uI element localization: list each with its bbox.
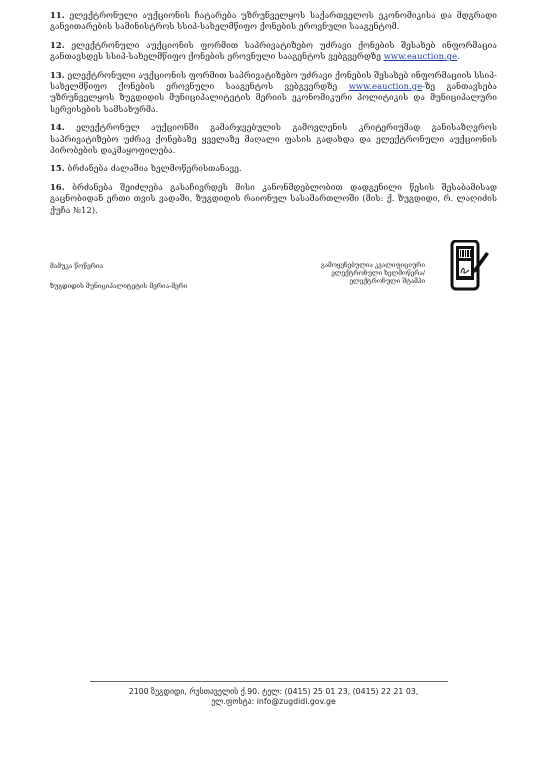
footer-divider <box>90 681 448 682</box>
stamp-line: გამოყენებულია კვალიფიციური <box>320 262 425 269</box>
paragraph-text: ელექტრონული აუქციონის ფორმით საპრივატიზებო უძრავი ქონების შესახებ ინფორმაციის სსიპ-სახელმწიფო ქონების ეროვნული სააგენტოს ვებგვერდზე <box>50 69 497 92</box>
paragraph-11 <box>50 10 497 33</box>
footer <box>50 687 497 708</box>
phone-signature-icon <box>449 240 489 292</box>
paragraph-15 <box>50 163 497 174</box>
document-body <box>50 10 497 223</box>
paragraph-12 <box>50 40 497 63</box>
eauction-link[interactable]: www.eauction.ge <box>383 51 458 62</box>
footer-email: ელ.ფოსტა: info@zugdidi.gov.ge <box>211 697 336 707</box>
stamp-line: ელექტრონული ხელმოწერა/ <box>331 270 425 278</box>
paragraph-text: ელექტრონული აუქციონის ფორმით საპრივატიზებო უძრავი ქონების შესახებ ინფორმაცია განთავსდეს სსიპ-სახელმწიფო ქონების ეროვნული სააგენტოს ვებგვერდზე <box>50 39 497 62</box>
footer-address: 2100 ზუგდიდი, რუსთაველის ქ.90. ტელ: (0415) 25 01 23, (0415) 22 21 03, <box>128 687 419 696</box>
paragraph-13 <box>50 70 497 116</box>
stamp-line: ელექტრონული შტამპი <box>349 278 425 286</box>
eauction-link[interactable]: www.eauction.ge <box>348 81 423 92</box>
paragraph-number: 11. <box>50 10 65 20</box>
signer-name: მამუკა წოწერია <box>50 262 103 270</box>
paragraph-text: ელექტრონული აუქციონის ჩატარება უზრუნველყოს საქართველოს ეკონომიკისა და მდგრადი განვითარების სამინისტროს სსიპ-სახელმწიფო ქონების ეროვნული სააგენტომ. <box>50 10 497 32</box>
paragraph-14 <box>50 122 497 156</box>
paragraph-text-tail: . <box>457 51 460 62</box>
paragraph-number: 15. <box>50 163 65 174</box>
paragraph-16 <box>50 182 497 216</box>
paragraph-text-tail: -ზე განთავსება უზრუნველყოს ზუგდიდის მუნიციპალიტეტის მერიის ეკონომიკური პოლიტიკის და მუნიციპალური სერვისების სამსახურმა. <box>50 81 497 114</box>
paragraph-number: 16. <box>50 181 65 192</box>
paragraph-number: 14. <box>50 122 65 133</box>
electronic-signature-note <box>305 262 425 287</box>
paragraph-number: 13. <box>50 69 65 80</box>
signature-block <box>50 262 497 302</box>
paragraph-number: 12. <box>50 39 65 50</box>
paragraph-text: ბრძანება ძალაშია ხელმოწერისთანავე. <box>64 163 242 174</box>
paragraph-text: ბრძანება შეიძლება გასაჩივრდეს მისი კანონმდებლობით დადგენილი წესის შესაბამისად გაცნობიდან ერთი თვის ვადაში, ზუგდიდის რაიონულ სასამართლოში (მის: ქ. ზუგდიდი, რ. ლაღიძის ქუჩა №12). <box>50 181 497 215</box>
paragraph-text: ელექტრონულ აუქციონში გამარჯვებულის გამოვლენის კრიტერიუმად განისაზღვროს საპრივატიზებო უძრავ ქონებაზე ყველაზე მაღალი ფასის გადახდა და ელექტრონული აუქციონის პირობების დაკმაყოფილება. <box>50 122 497 156</box>
signer-position: ზუგდიდის მუნიციპალიტეტის მერია-მერი <box>50 282 188 290</box>
